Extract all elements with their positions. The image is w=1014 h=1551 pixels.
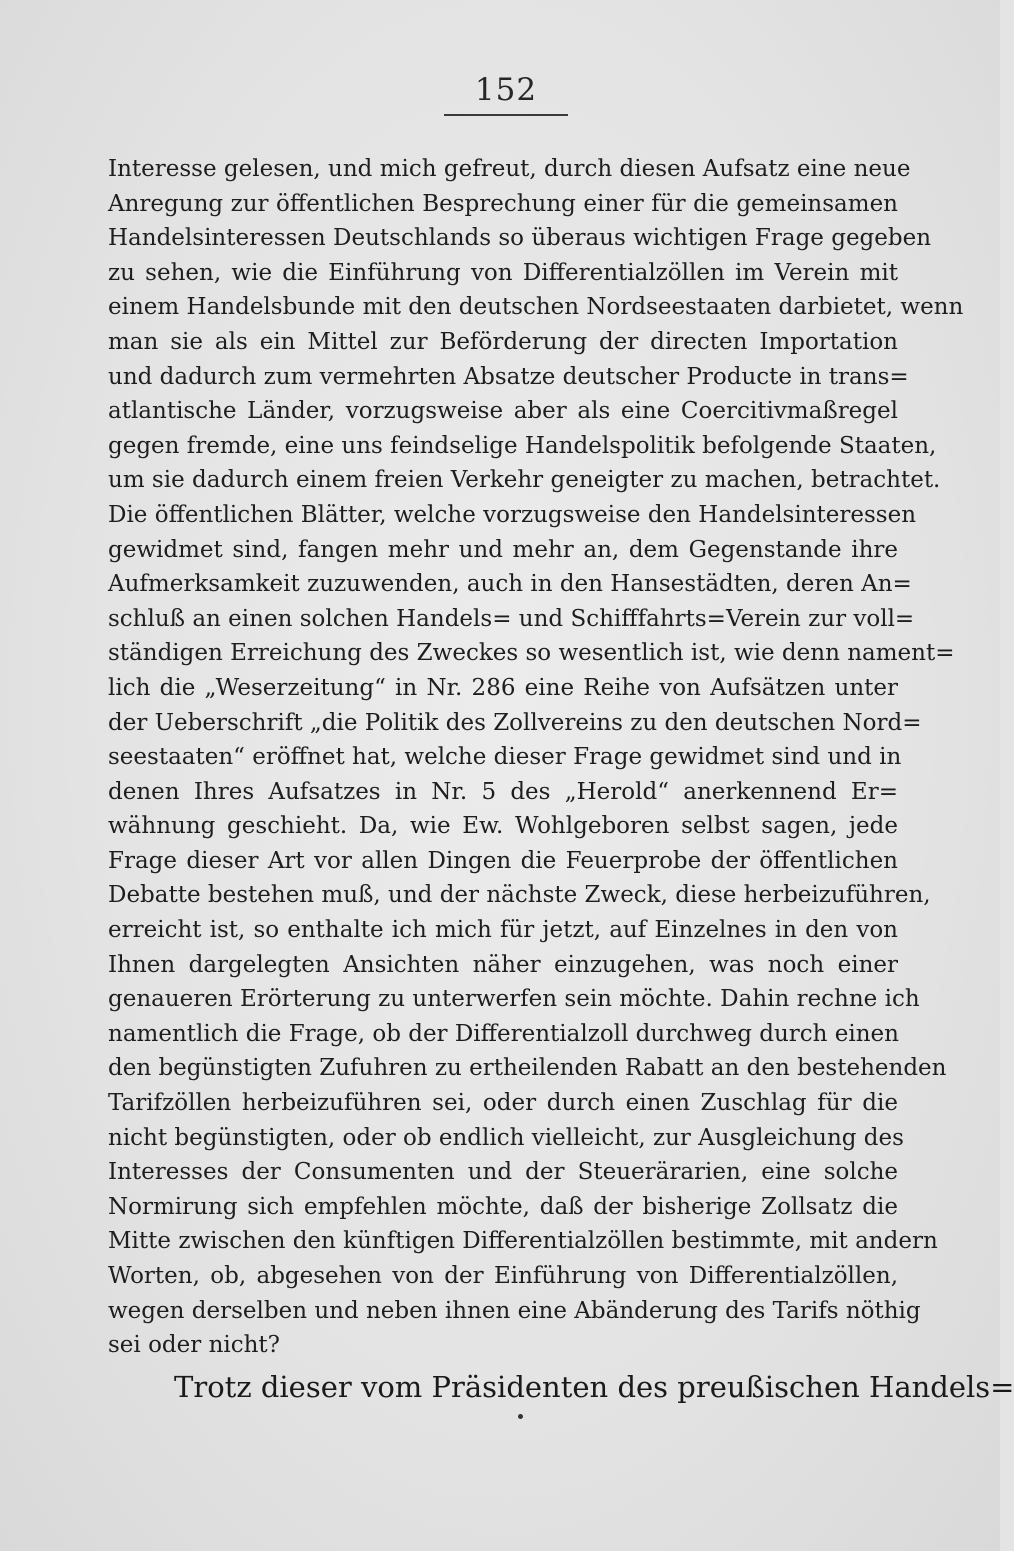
text-line: nicht begünstigten, oder ob endlich vielleicht, zur Ausgleichung des bbox=[108, 1124, 904, 1151]
text-line: Tarifzöllen herbeizuführen sei, oder durch einen Zuschlag für die bbox=[108, 1090, 898, 1117]
text-line: Interesse gelesen, und mich gefreut, durch diesen Aufsatz eine neue bbox=[108, 156, 911, 182]
text-line: ständigen Erreichung des Zweckes so wesentlich ist, wie denn nament= bbox=[108, 640, 955, 667]
text-line: zu sehen, wie die Einführung von Differentialzöllen im Verein mit bbox=[108, 259, 898, 286]
text-line: genaueren Erörterung zu unterwerfen sein möchte. Dahin rechne ich bbox=[108, 986, 920, 1013]
text-line: um sie dadurch einem freien Verkehr geneigter zu machen, betrachtet. bbox=[108, 467, 941, 494]
text-line: Debatte bestehen muß, und der nächste Zweck, diese herbeizuführen, bbox=[108, 882, 931, 909]
text-line: Aufmerksamkeit zuzuwenden, auch in den Hansestädten, deren An= bbox=[108, 571, 912, 598]
text-line: gegen fremde, eine uns feindselige Handelspolitik befolgende Staaten, bbox=[108, 432, 937, 459]
page-number: 152 bbox=[474, 72, 538, 108]
text-line: man sie als ein Mittel zur Beförderung der directen Importation bbox=[108, 328, 898, 355]
text-line: einem Handelsbunde mit den deutschen Nordseestaaten darbietet, wenn bbox=[108, 294, 964, 321]
text-line: Die öffentlichen Blätter, welche vorzugsweise den Handelsinteressen bbox=[108, 501, 917, 528]
text-line: Mitte zwischen den künftigen Differentialzöllen bestimmte, mit andern bbox=[108, 1228, 938, 1255]
header-rule bbox=[444, 114, 568, 116]
text-line: Worten, ob, abgesehen von der Einführung von Differentialzöllen, bbox=[108, 1263, 898, 1289]
text-line: Normirung sich empfehlen möchte, daß der bisherige Zollsatz die bbox=[108, 1193, 898, 1220]
text-line: Handelsinteressen Deutschlands so überaus wichtigen Frage gegeben bbox=[108, 225, 932, 252]
text-line: Ihnen dargelegten Ansichten näher einzugehen, was noch einer bbox=[108, 951, 898, 978]
text-line: lich die „Weserzeitung“ in Nr. 286 eine Reihe von Aufsätzen unter bbox=[108, 674, 898, 701]
text-line: gewidmet sind, fangen mehr und mehr an, dem Gegenstande ihre bbox=[108, 536, 898, 563]
text-line: namentlich die Frage, ob der Differentialzoll durchweg durch einen bbox=[108, 1020, 899, 1047]
printer-dot-mark bbox=[518, 1414, 523, 1419]
text-line: der Ueberschrift „die Politik des Zollvereins zu den deutschen Nord= bbox=[108, 709, 922, 736]
text-line: denen Ihres Aufsatzes in Nr. 5 des „Herold“ anerkennend Er= bbox=[108, 778, 898, 805]
text-line: wähnung geschieht. Da, wie Ew. Wohlgeboren selbst sagen, jede bbox=[108, 813, 898, 840]
body-text bbox=[108, 152, 964, 1363]
text-line: atlantische Länder, vorzugsweise aber als eine Coercitivmaßregel bbox=[108, 398, 898, 425]
text-line: Interesses der Consumenten und der Steuerärarien, eine solche bbox=[108, 1159, 898, 1186]
text-line: erreicht ist, so enthalte ich mich für jetzt, auf Einzelnes in den von bbox=[108, 917, 898, 944]
continuation-heading-line: Trotz dieser vom Präsidenten des preußischen Handels= bbox=[174, 1370, 1014, 1404]
text-line: Anregung zur öffentlichen Besprechung einer für die gemeinsamen bbox=[108, 190, 898, 217]
text-line: wegen derselben und neben ihnen eine Abänderung des Tarifs nöthig bbox=[108, 1297, 921, 1324]
text-line: Frage dieser Art vor allen Dingen die Feuerprobe der öffentlichen bbox=[108, 847, 898, 874]
text-line: und dadurch zum vermehrten Absatze deutscher Producte in trans= bbox=[108, 363, 909, 390]
text-line-last: sei oder nicht? bbox=[108, 1332, 281, 1359]
text-line: seestaaten“ eröffnet hat, welche dieser Frage gewidmet sind und in bbox=[108, 744, 902, 771]
text-line: den begünstigten Zufuhren zu ertheilenden Rabatt an den bestehenden bbox=[108, 1055, 947, 1082]
text-line: schluß an einen solchen Handels= und Schifffahrts=Verein zur voll= bbox=[108, 605, 915, 632]
